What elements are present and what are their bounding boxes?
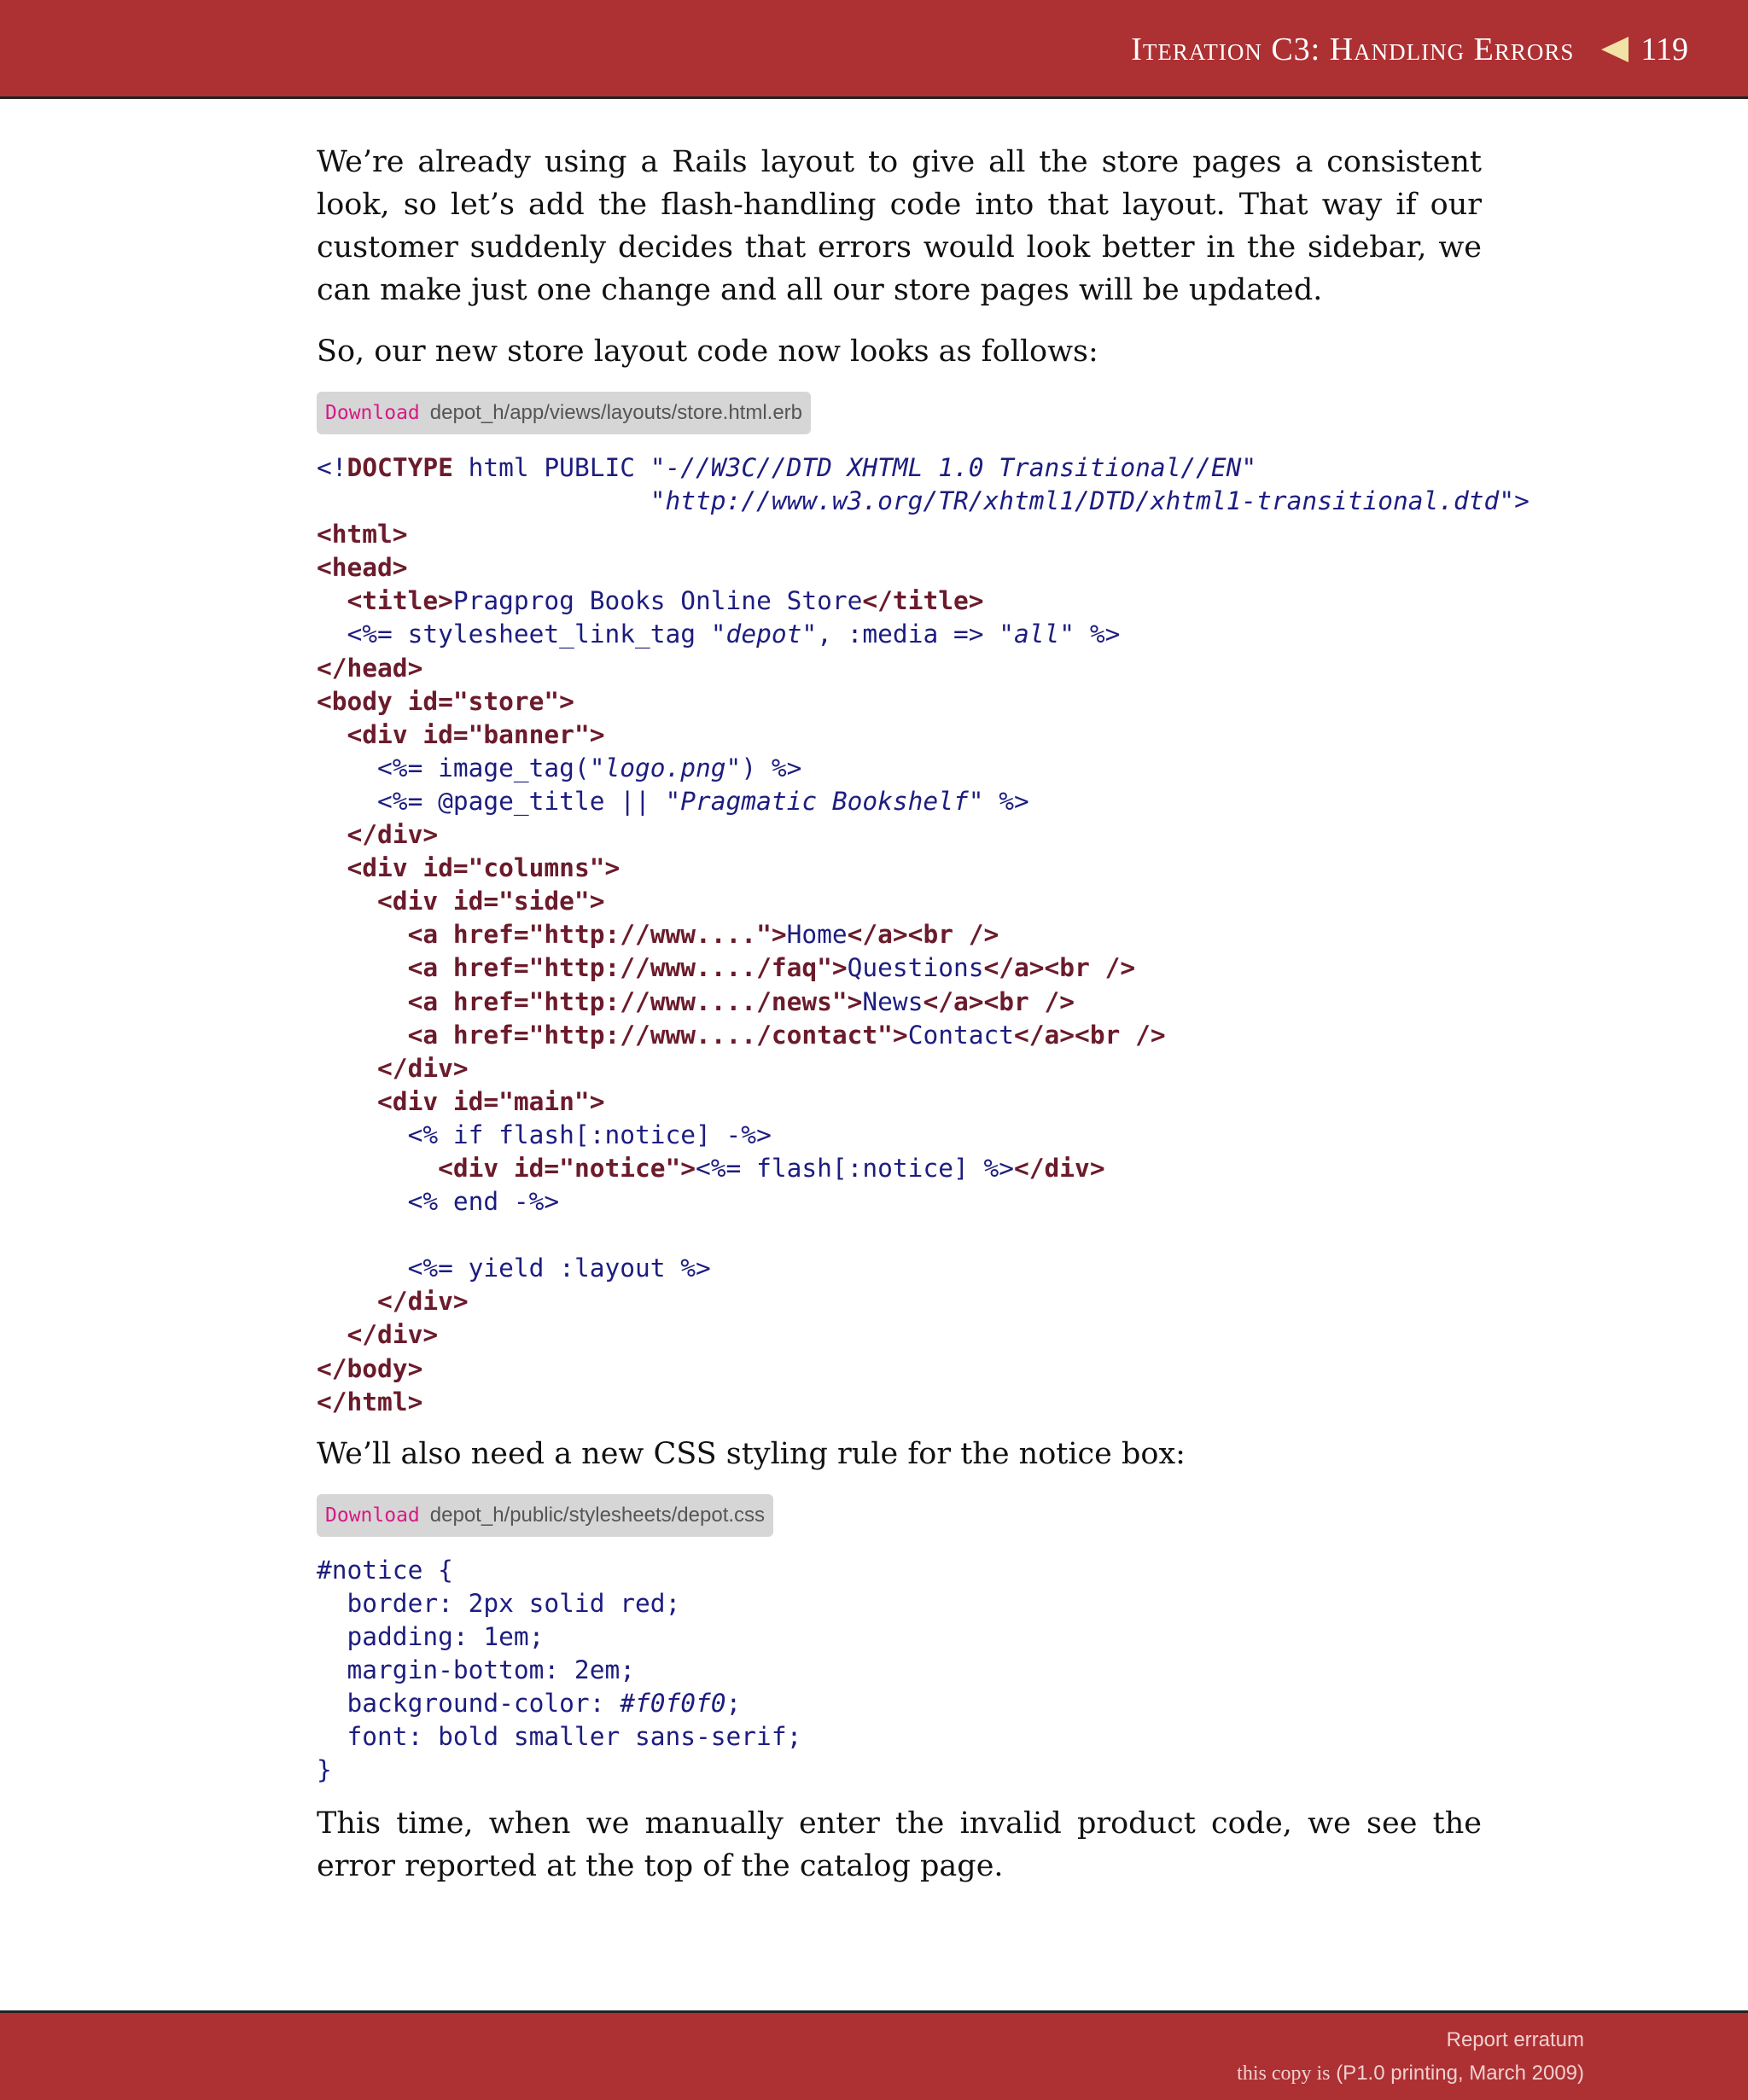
download-link-depot-css[interactable] (317, 1494, 773, 1537)
code-listing-depot-css: #notice { border: 2px solid red; padding: 1em; margin-bottom: 2em; background-color: #f0f0f0; font: bold smaller sans-serif; } (317, 1555, 802, 1785)
page-content (317, 141, 1530, 1888)
download-path: depot_h/app/views/layouts/store.html.erb (429, 401, 803, 424)
download-label: Download (325, 402, 420, 424)
paragraph-result: This time, when we manually enter the invalid product code, we see the error reported at the top of the catalog page. (317, 1806, 1482, 1884)
paragraph-css-intro: We’ll also need a new CSS styling rule for the notice box: (317, 1436, 1186, 1471)
download-bar-depot-css (317, 1494, 1482, 1537)
paragraph-layout-intro: So, our new store layout code now looks as follows: (317, 334, 1098, 369)
previous-page-arrow-icon[interactable] (1601, 37, 1629, 62)
download-link-store-layout[interactable] (317, 392, 811, 434)
report-erratum-link[interactable]: Report erratum (1446, 2028, 1584, 2051)
code-listing-store-layout: <!DOCTYPE html PUBLIC "-//W3C//DTD XHTML 1.0 Transitional//EN" "http://www.w3.org/TR/xhtml1/DTD/xhtml1-transitional.dtd"> <html> <head> <title>Pragprog Books Online Store</title> <%= stylesheet_link_tag "depot", :media => "all" %> </head> <body id="store"> <div id="banner"> <%= image_tag("logo.png") %> <%= @page_title || "Pragmatic Bookshelf" %> </div> <div id="columns"> <div id="side"> <a href="http://www....">Home</a><br /> <a href="http://www..../faq">Questions</a><br /> <a href="http://www..../news">News</a><br /> <a href="http://www..../contact">Contact</a><br /> </div> <div id="main"> <% if flash[:notice] -%> <div id="notice"><%= flash[:notice] %></div> <% end -%> <%= yield :layout %> </div> </div> </body> </html> (317, 453, 1530, 1416)
running-header (0, 0, 1748, 99)
download-bar-store-layout (317, 392, 1482, 434)
download-path: depot_h/public/stylesheets/depot.css (429, 1503, 766, 1527)
page-footer (0, 2010, 1748, 2100)
page-number: 119 (1640, 32, 1688, 67)
header-right (1131, 31, 1688, 68)
download-label: Download (325, 1504, 420, 1527)
paragraph-intro: We’re already using a Rails layout to give all the store pages a consistent look, so let’s add the flash-handling code into that layout. That way if our customer suddenly decides that errors would look better in the sidebar, we can make just one change and all our store pages will be updated. (317, 145, 1482, 307)
chapter-title: Iteration C3: Handling Errors (1131, 32, 1575, 67)
copy-info: this copy is (P1.0 printing, March 2009) (1237, 2062, 1584, 2085)
